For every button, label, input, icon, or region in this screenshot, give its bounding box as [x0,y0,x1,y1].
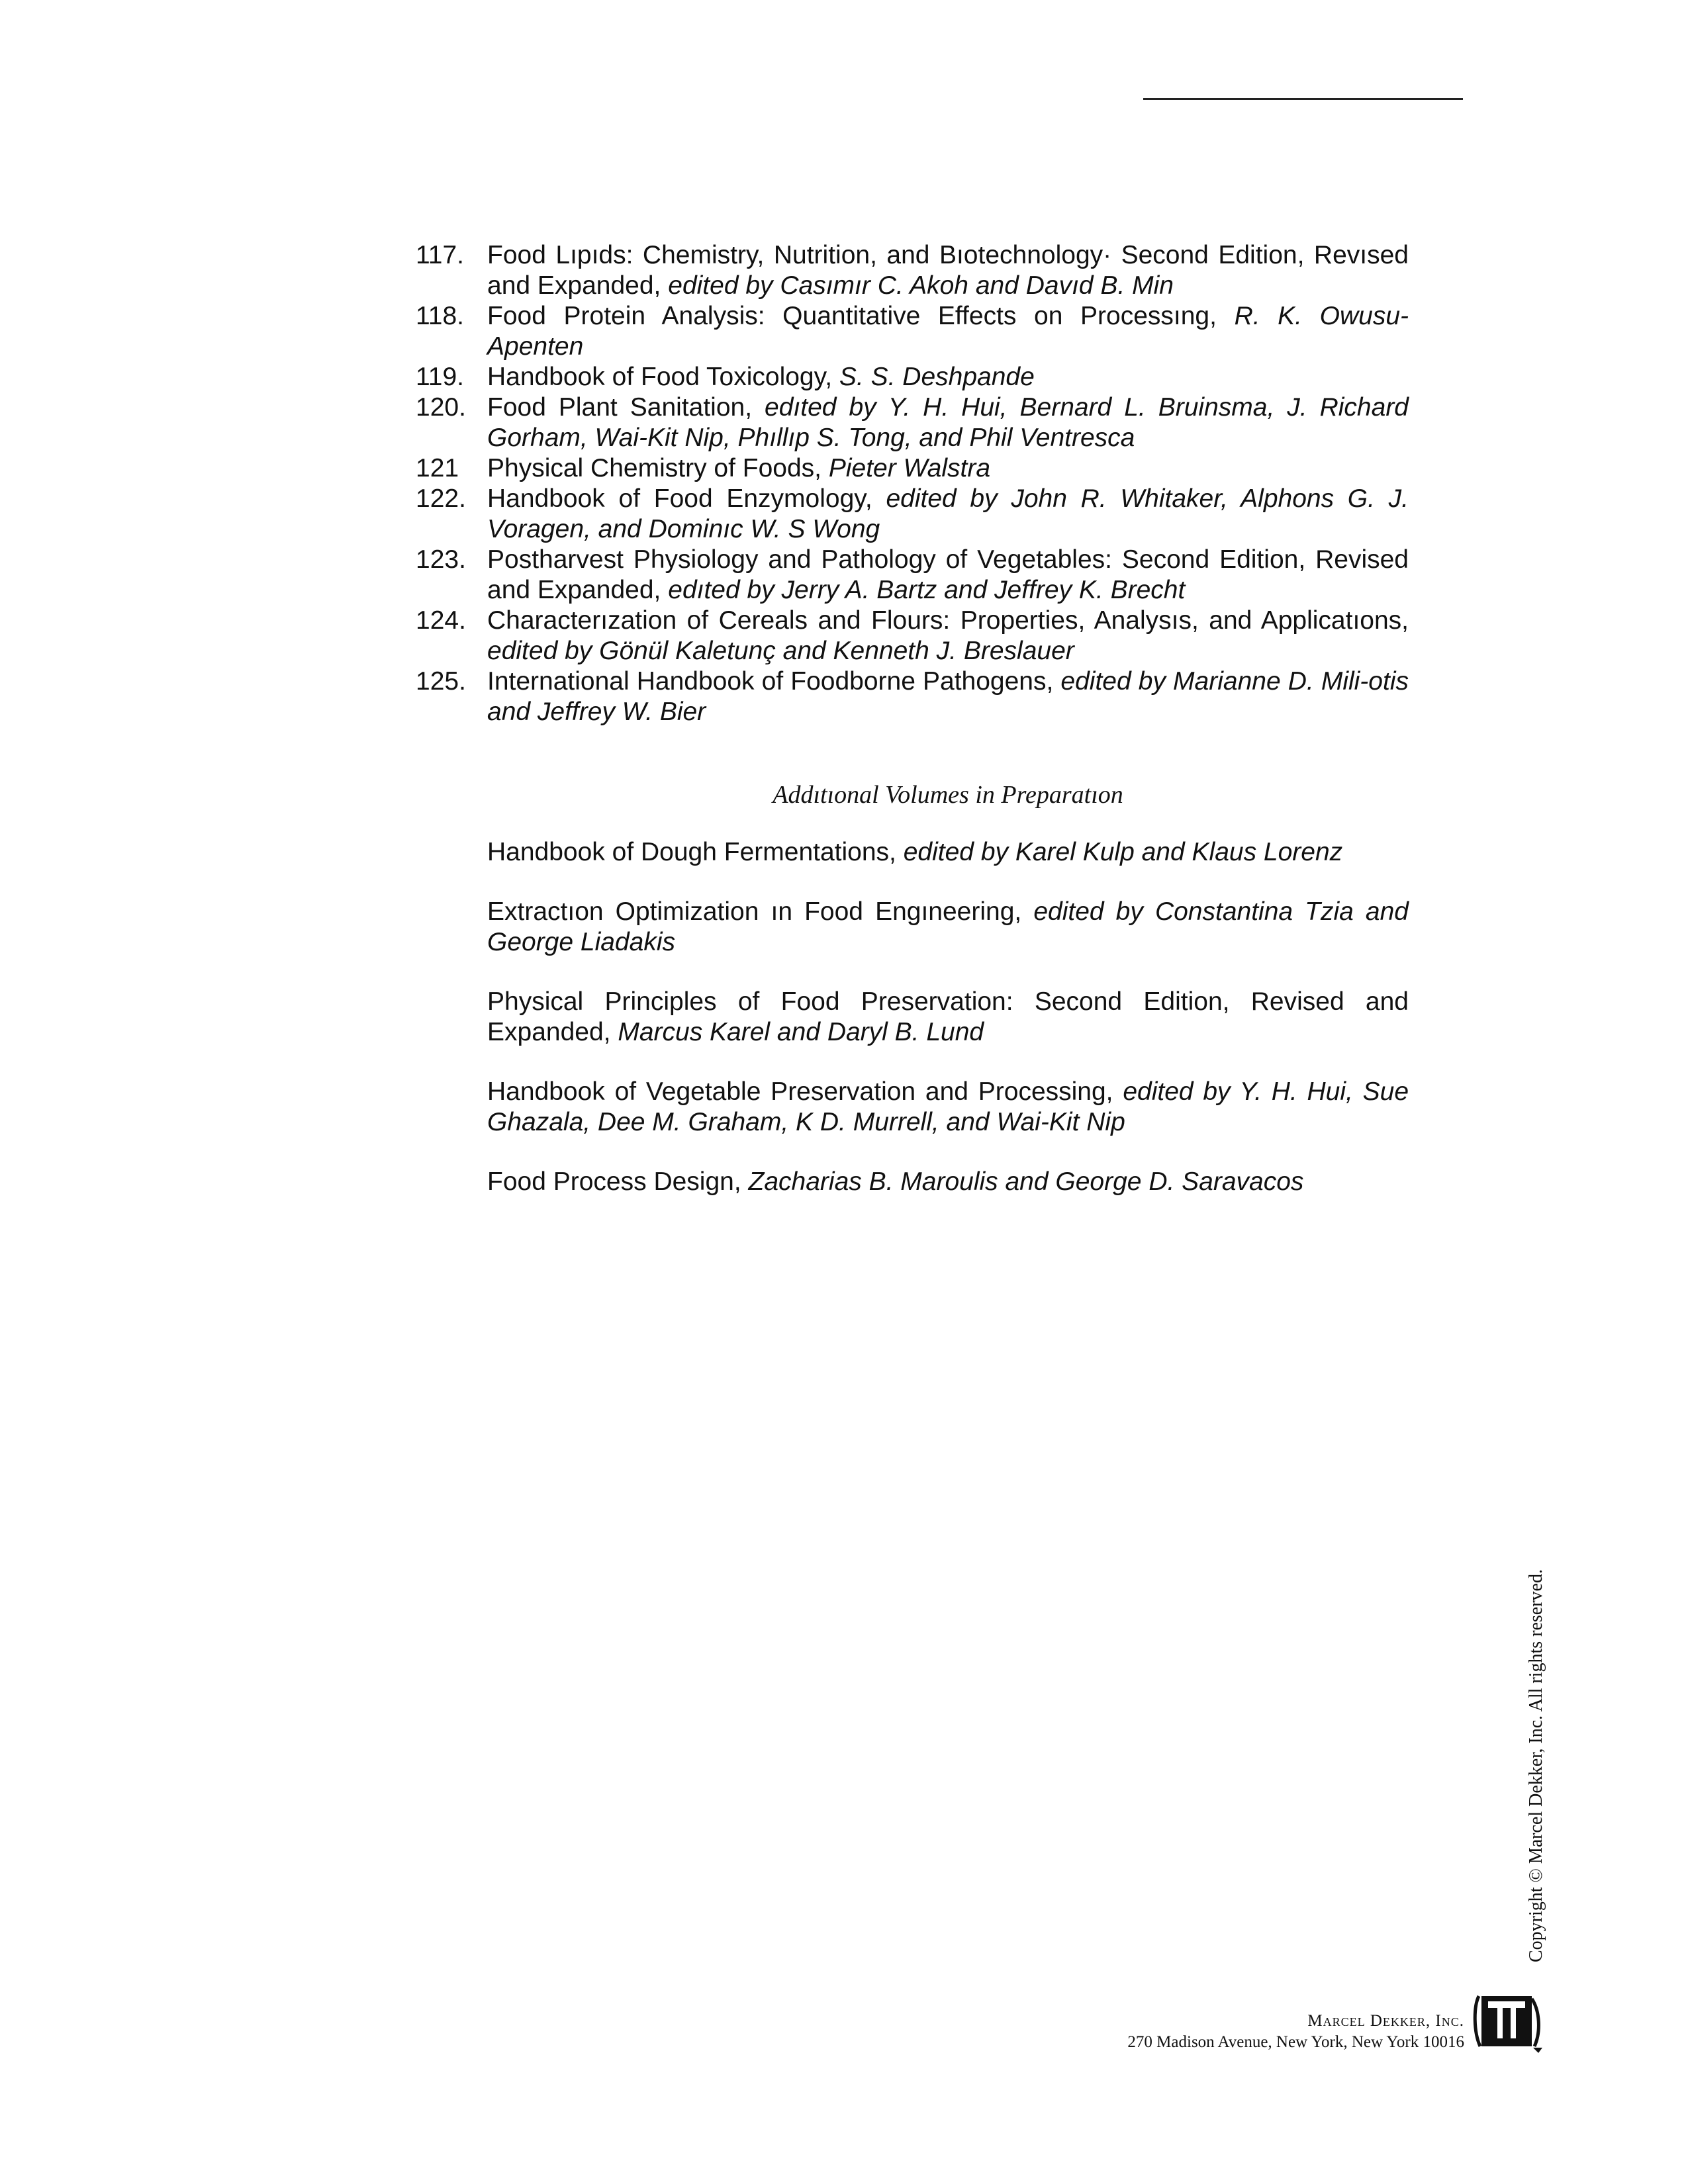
book-title: Postharvest Physiology and Pathology of Vegetables: Second Edition, Revised and Expanded, [487,545,1409,604]
book-authors: edited by Casımır C. Akoh and Davıd B. Min [668,271,1174,300]
book-title: Handbook of Vegetable Preservation and Processing, [487,1077,1113,1106]
series-number: 118. [416,302,465,330]
top-rule [1143,98,1463,100]
book-authors: R. K. Owusu-Apenten [487,302,1409,361]
book-authors: edıted by Y. H. Hui, Bernard L. Bruinsma, J. Richard Gorham, Wai-Kit Nip, Phıllıp S. Tong, and Phil Ventresca [487,393,1409,452]
book-title: Physical Chemistry of Foods, [487,454,822,482]
book-title: Food Lıpıds: Chemistry, Nutrition, and Bıotechnology· Second Edition, Revısed and Expanded, [487,241,1409,300]
list-item [487,1077,1409,1138]
series-number: 122. [416,484,466,513]
list-item [416,606,1409,666]
copyright-notice: Copyright © Marcel Dekker, Inc. All rights reserved. [1526,1569,1546,1962]
list-item [487,987,1409,1048]
series-number: 119. [416,363,465,391]
series-list [416,240,1409,727]
book-title: Food Plant Sanitation, [487,393,753,422]
book-authors: edited by John R. Whitaker, Alphons G. J. Voragen, and Dominıc W. S Wong [487,484,1409,543]
list-item [416,240,1409,301]
book-authors: edited by Gönül Kaletunç and Kenneth J. Breslauer [487,637,1074,665]
book-title: Handbook of Dough Fermentations, [487,838,896,866]
book-title: Characterızation of Cereals and Flours: Properties, Analysıs, and Applicatıons, [487,606,1409,635]
book-title: Handbook of Food Enzymology, [487,484,872,513]
book-title: Food Process Design, [487,1167,741,1196]
list-item [487,1167,1409,1197]
book-authors: S. S. Deshpande [839,363,1035,391]
book-title: Food Protein Analysis: Quantitative Effects on Processıng, [487,302,1217,330]
preparation-list [487,837,1409,1226]
book-title: Extractıon Optimization ın Food Engıneering, [487,897,1022,926]
list-item [416,666,1409,727]
preparation-heading: Addıtıonal Volumes in Preparatıon [773,781,1123,809]
book-title: International Handbook of Foodborne Pathogens, [487,667,1054,696]
publisher-logo-icon [1471,1984,1545,2058]
list-item [416,453,1409,484]
publisher-block [1127,2011,1464,2053]
book-authors: Pieter Walstra [828,454,991,482]
series-number: 117. [416,241,465,269]
list-item [416,545,1409,606]
book-authors: Zacharias B. Maroulis and George D. Saravacos [748,1167,1304,1196]
book-authors: edited by Marianne D. Mili-otis and Jeffrey W. Bier [487,667,1409,726]
list-item [416,392,1409,453]
book-authors: edıted by Jerry A. Bartz and Jeffrey K. Brecht [668,576,1186,604]
publisher-address: 270 Madison Avenue, New York, New York 10016 [1127,2033,1464,2051]
book-title: Physical Principles of Food Preservation: Second Edition, Revised and Expanded, [487,987,1409,1046]
list-item [487,897,1409,958]
list-item [416,362,1409,392]
series-number: 125. [416,667,466,696]
series-number: 121 [416,454,459,482]
book-authors: Marcus Karel and Daryl B. Lund [618,1018,984,1046]
series-number: 123. [416,545,466,574]
list-item [416,301,1409,362]
series-number: 124. [416,606,466,635]
book-authors: edited by Constantina Tzia and George Liadakis [487,897,1409,956]
book-title: Handbook of Food Toxicology, [487,363,833,391]
list-item [416,484,1409,545]
list-item [487,837,1409,868]
series-number: 120. [416,393,466,422]
publisher-name: Marcel Dekker, Inc. [1307,2012,1464,2030]
book-authors: edited by Karel Kulp and Klaus Lorenz [903,838,1343,866]
book-authors: edited by Y. H. Hui, Sue Ghazala, Dee M. Graham, K D. Murrell, and Wai-Kit Nip [487,1077,1409,1136]
